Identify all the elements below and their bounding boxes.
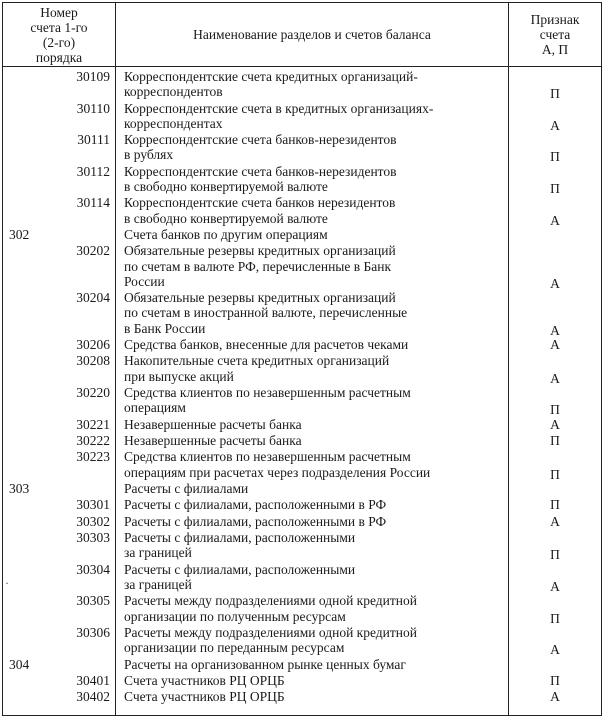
table-row bbox=[3, 132, 601, 165]
account-name-line: в свободно конвертируемой валюте bbox=[124, 210, 328, 226]
header-account-sign bbox=[509, 3, 601, 66]
account-name-line: Обязательные резервы кредитных организаций bbox=[124, 290, 396, 306]
account-sign: А bbox=[550, 370, 560, 386]
account-number-second-order: 30206 bbox=[76, 337, 110, 352]
account-sign: А bbox=[550, 689, 560, 705]
account-name bbox=[124, 449, 506, 479]
account-name-line: Корреспондентские счета банков нерезидентов bbox=[124, 195, 396, 211]
account-sign: А bbox=[550, 337, 560, 352]
account-name-line: за границей bbox=[124, 545, 192, 561]
table-row bbox=[3, 227, 601, 242]
header-account-number bbox=[3, 3, 115, 66]
account-name-line: Корреспондентские счета банков-нерезидентов bbox=[124, 132, 397, 148]
account-name bbox=[124, 337, 506, 352]
account-sign: П bbox=[550, 610, 560, 626]
account-number-second-order: 30202 bbox=[76, 243, 110, 259]
account-name-line: операциям при расчетах через подразделения России bbox=[124, 464, 431, 480]
account-number-second-order: 30221 bbox=[76, 416, 110, 432]
table-row bbox=[3, 290, 601, 336]
account-name-line: Расчеты с филиалами, расположенными в РФ bbox=[124, 513, 387, 529]
account-name-line: в Банк России bbox=[124, 320, 206, 336]
account-name bbox=[124, 195, 506, 225]
table-row bbox=[3, 433, 601, 448]
account-name bbox=[124, 290, 506, 336]
account-sign: П bbox=[550, 547, 560, 563]
account-name-line: при выпуске акций bbox=[124, 368, 234, 384]
account-name-line: Средства клиентов по незавершенным расчетным bbox=[124, 385, 411, 400]
account-number-first-order: 303 bbox=[9, 481, 30, 496]
account-name bbox=[124, 433, 506, 448]
account-number-second-order: 30301 bbox=[76, 497, 110, 513]
account-name-line: Средства клиентов по незавершенным расчетным bbox=[124, 449, 411, 465]
table-row bbox=[3, 593, 601, 626]
account-number-second-order: 30402 bbox=[76, 689, 110, 705]
table-row bbox=[3, 353, 601, 386]
table-row bbox=[3, 195, 601, 228]
account-number-second-order: 30208 bbox=[76, 353, 110, 369]
account-name-line: Незавершенные расчеты банка bbox=[124, 416, 302, 432]
account-name-line: Корреспондентские счета банков-нерезидентов bbox=[124, 163, 397, 179]
account-sign: А bbox=[550, 578, 560, 594]
account-name bbox=[124, 593, 506, 623]
account-sign: А bbox=[550, 416, 560, 432]
account-name bbox=[124, 69, 506, 99]
account-name bbox=[124, 481, 506, 496]
account-number-first-order: 302 bbox=[9, 227, 30, 242]
account-number-second-order: 30304 bbox=[76, 561, 110, 577]
table-row bbox=[3, 337, 601, 352]
account-name-line: организации по переданным ресурсам bbox=[124, 640, 345, 656]
account-name bbox=[124, 689, 506, 704]
account-name bbox=[124, 657, 506, 672]
account-sign: А bbox=[550, 513, 560, 529]
header-num-line: (2-го) bbox=[42, 34, 76, 50]
account-name bbox=[124, 101, 506, 131]
account-sign: П bbox=[550, 86, 560, 102]
account-name-line: Расчеты с филиалами bbox=[124, 481, 249, 496]
header-sign-line: счета bbox=[539, 27, 571, 42]
account-number-second-order: 30223 bbox=[76, 449, 110, 465]
account-name-line: Корреспондентские счета кредитных организаций- bbox=[124, 69, 418, 84]
header-section-name: Наименование разделов и счетов баланса bbox=[193, 27, 431, 42]
table-row bbox=[3, 514, 601, 529]
account-name-line: Счета банков по другим операциям bbox=[124, 227, 328, 242]
account-name-line: Расчеты между подразделениями одной кредитной bbox=[124, 593, 417, 609]
table-row bbox=[3, 689, 601, 704]
account-name-line: в свободно конвертируемой валюте bbox=[124, 179, 328, 194]
account-sign: А bbox=[550, 212, 560, 228]
account-number-second-order: 30110 bbox=[76, 100, 110, 116]
account-number-second-order: 30112 bbox=[76, 163, 110, 179]
account-name-line: по счетам в иностранной валюте, перечисленные bbox=[124, 305, 408, 321]
account-name-line: Незавершенные расчеты банка bbox=[124, 433, 302, 448]
account-sign: П bbox=[550, 466, 560, 482]
account-name bbox=[124, 497, 506, 512]
account-name bbox=[124, 164, 506, 194]
account-name bbox=[124, 673, 506, 688]
header-num-line: Номер bbox=[40, 4, 78, 20]
table-row bbox=[3, 497, 601, 512]
table-row bbox=[3, 625, 601, 658]
header-num-line: счета 1-го bbox=[30, 19, 88, 35]
account-name-line: организации по полученным ресурсам bbox=[124, 608, 346, 624]
account-name-line: Накопительные счета кредитных организаций bbox=[124, 353, 390, 369]
table-row bbox=[3, 449, 601, 482]
account-number-second-order: 30220 bbox=[76, 385, 110, 400]
account-sign: П bbox=[550, 673, 560, 688]
account-number-second-order: 30222 bbox=[76, 433, 110, 448]
table-row bbox=[3, 385, 601, 418]
account-number-second-order: 30302 bbox=[76, 513, 110, 529]
account-name-line: Средства банков, внесенные для расчетов чеками bbox=[124, 337, 409, 352]
table-row bbox=[3, 101, 601, 131]
account-name bbox=[124, 227, 506, 242]
header-num-line: порядка bbox=[35, 49, 83, 65]
account-sign: П bbox=[550, 402, 560, 418]
table-row bbox=[3, 673, 601, 688]
account-sign: А bbox=[550, 275, 560, 291]
account-name bbox=[124, 530, 506, 560]
account-number-second-order: 30305 bbox=[76, 593, 110, 609]
account-number-second-order: 30303 bbox=[76, 530, 110, 546]
account-name-line: по счетам в валюте РФ, перечисленные в Банк bbox=[124, 258, 392, 274]
account-name-line: корреспондентах bbox=[124, 115, 223, 131]
account-name-line: Расчеты с филиалами, расположенными в РФ bbox=[124, 497, 387, 513]
account-sign: П bbox=[550, 149, 560, 165]
account-name bbox=[124, 132, 506, 162]
account-sign: А bbox=[550, 642, 560, 658]
account-name-line: Расчеты на организованном рынке ценных бумаг bbox=[124, 656, 406, 672]
scan-mark: · bbox=[5, 576, 9, 590]
account-name bbox=[124, 417, 506, 432]
account-name-line: России bbox=[124, 273, 165, 289]
table-row bbox=[3, 481, 601, 496]
table-row bbox=[3, 69, 601, 102]
account-name bbox=[124, 562, 506, 592]
balance-accounts-table bbox=[2, 2, 602, 716]
account-number-second-order: 30306 bbox=[76, 625, 110, 640]
account-name bbox=[124, 243, 506, 289]
table-row bbox=[3, 530, 601, 563]
account-number-first-order: 304 bbox=[9, 656, 30, 672]
account-number-second-order: 30204 bbox=[76, 290, 110, 306]
account-name-line: за границей bbox=[124, 577, 192, 592]
account-sign: А bbox=[550, 322, 560, 338]
account-name bbox=[124, 353, 506, 383]
table-row bbox=[3, 417, 601, 432]
header-sign-line: Признак bbox=[530, 12, 580, 27]
account-name-line: Обязательные резервы кредитных организаций bbox=[124, 243, 396, 259]
table-row bbox=[3, 657, 601, 672]
account-name bbox=[124, 385, 506, 415]
account-sign: П bbox=[550, 497, 560, 513]
table-row bbox=[3, 562, 601, 592]
account-number-second-order: 30114 bbox=[76, 195, 110, 211]
account-name-line: Расчеты с филиалами, расположенными bbox=[124, 561, 356, 577]
account-name-line: Корреспондентские счета в кредитных организациях- bbox=[124, 100, 434, 116]
account-name-line: Счета участников РЦ ОРЦБ bbox=[124, 673, 285, 688]
account-name-line: операциям bbox=[124, 400, 186, 416]
account-number-second-order: 30111 bbox=[77, 132, 110, 148]
account-sign: П bbox=[550, 433, 560, 448]
account-sign: П bbox=[550, 180, 560, 196]
account-name-line: Расчеты между подразделениями одной кредитной bbox=[124, 625, 417, 640]
account-name-line: Счета участников РЦ ОРЦБ bbox=[124, 689, 285, 705]
account-name-line: в рублях bbox=[124, 147, 174, 163]
account-name-line: корреспондентов bbox=[124, 84, 223, 100]
table-row bbox=[3, 164, 601, 194]
table-header bbox=[3, 3, 601, 67]
account-name-line: Расчеты с филиалами, расположенными bbox=[124, 530, 356, 546]
account-sign: А bbox=[550, 117, 560, 133]
account-name bbox=[124, 514, 506, 529]
account-number-second-order: 30401 bbox=[76, 673, 110, 688]
table-row bbox=[3, 243, 601, 289]
account-name bbox=[124, 625, 506, 655]
header-sign-line: А, П bbox=[541, 42, 569, 57]
account-number-second-order: 30109 bbox=[76, 69, 110, 84]
